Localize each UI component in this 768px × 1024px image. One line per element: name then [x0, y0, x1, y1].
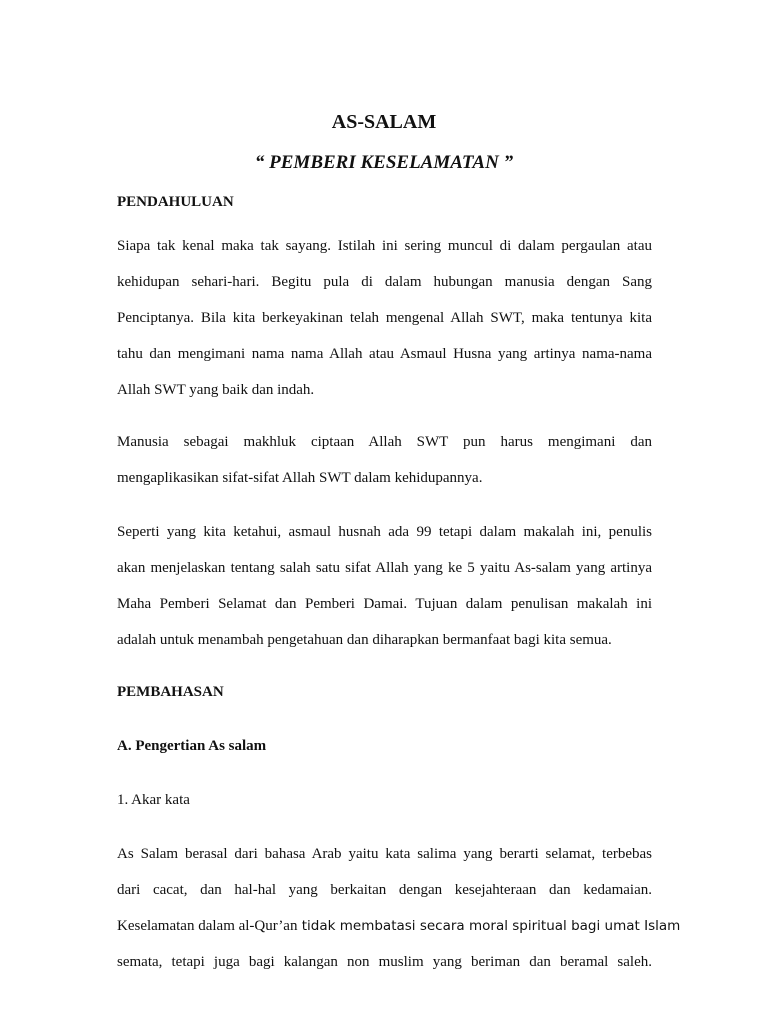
paragraph-line-sans-part: tidak membatasi secara moral spiritual bagi umat Islam — [297, 918, 681, 934]
paragraph-line-mixed — [117, 908, 681, 944]
paragraph-line: mengaplikasikan sifat-sifat Allah SWT dalam kehidupannya. — [117, 470, 483, 486]
document-subtitle: “ PEMBERI KESELAMATAN ” — [254, 152, 514, 173]
paragraph-3 — [117, 514, 652, 658]
paragraph-line: semata, tetapi juga bagi kalangan non muslim yang beriman dan beramal saleh. — [117, 954, 652, 970]
paragraph-2 — [117, 424, 652, 496]
paragraph-line: dari cacat, dan hal-hal yang berkaitan dengan kesejahteraan dan kedamaian. — [117, 882, 652, 898]
paragraph-line: adalah untuk menambah pengetahuan dan diharapkan bermanfaat bagi kita semua. — [117, 632, 612, 648]
paragraph-line: As Salam berasal dari bahasa Arab yaitu kata salima yang berarti selamat, terbebas — [117, 846, 652, 862]
paragraph-line: akan menjelaskan tentang salah satu sifat Allah yang ke 5 yaitu As-salam yang artinya — [117, 560, 652, 576]
paragraph-line: Maha Pemberi Selamat dan Pemberi Damai. Tujuan dalam penulisan makalah ini — [117, 596, 652, 612]
subsection-heading-a: A. Pengertian As salam — [117, 738, 267, 754]
document-title: AS-SALAM — [331, 111, 437, 133]
paragraph-line: Seperti yang kita ketahui, asmaul husnah ada 99 tetapi dalam makalah ini, penulis — [117, 524, 652, 540]
paragraph-line: Allah SWT yang baik dan indah. — [117, 382, 315, 398]
paragraph-line: kehidupan sehari-hari. Begitu pula di dalam hubungan manusia dengan Sang — [117, 274, 652, 290]
paragraph-line: tahu dan mengimani nama nama Allah atau Asmaul Husna yang artinya nama-nama — [117, 346, 652, 362]
list-item-1: 1. Akar kata — [117, 792, 190, 808]
paragraph-line-serif-part: Keselamatan dalam al-Qur’an — [117, 918, 298, 934]
paragraph-line: Manusia sebagai makhluk ciptaan Allah SWT pun harus mengimani dan — [117, 434, 652, 450]
paragraph-line: Siapa tak kenal maka tak sayang. Istilah ini sering muncul di dalam pergaulan atau — [117, 238, 652, 254]
paragraph-4 — [117, 836, 681, 980]
section-heading-pendahuluan: PENDAHULUAN — [117, 194, 234, 210]
paragraph-line: Penciptanya. Bila kita berkeyakinan telah mengenal Allah SWT, maka tentunya kita — [117, 310, 652, 326]
paragraph-1 — [117, 228, 652, 408]
section-heading-pembahasan: PEMBAHASAN — [117, 684, 224, 700]
